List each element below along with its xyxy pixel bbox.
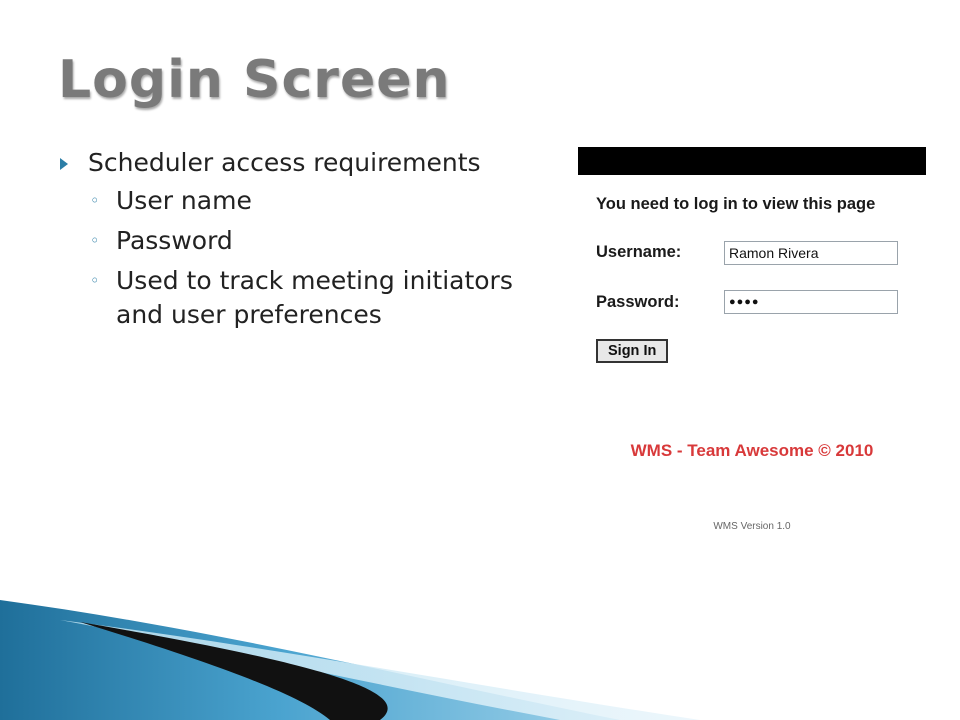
sign-in-button[interactable]: Sign In: [596, 339, 668, 363]
bullet-text: Scheduler access requirements: [88, 148, 481, 177]
sub-bullet-item: [60, 264, 516, 332]
sub-bullet-text: Password: [116, 226, 233, 255]
sub-bullet-text: Used to track meeting initiators and user preferences: [116, 266, 513, 329]
login-message: You need to log in to view this page: [596, 195, 876, 213]
login-screenshot: [578, 147, 926, 547]
bullet-list: [60, 146, 560, 338]
password-label: Password:: [596, 293, 680, 311]
sub-bullet-item: [60, 224, 560, 258]
credit-text: WMS - Team Awesome © 2010: [630, 441, 874, 460]
sub-bullet-text: User name: [116, 186, 252, 215]
sub-bullet-item: [60, 184, 560, 218]
version-text: WMS Version 1.0: [713, 521, 791, 532]
username-field[interactable]: Ramon Rivera: [724, 241, 898, 265]
triangle-right-icon: [60, 158, 68, 170]
decorative-wave: [0, 590, 960, 720]
password-field[interactable]: ●●●●: [724, 290, 898, 314]
ring-icon: ◦: [90, 191, 100, 210]
screenshot-header-bar: [578, 147, 926, 175]
ring-icon: ◦: [90, 271, 100, 290]
slide-title: Login Screen: [58, 50, 451, 110]
bullet-item: [60, 146, 560, 180]
username-label: Username:: [596, 243, 682, 261]
ring-icon: ◦: [90, 231, 100, 250]
